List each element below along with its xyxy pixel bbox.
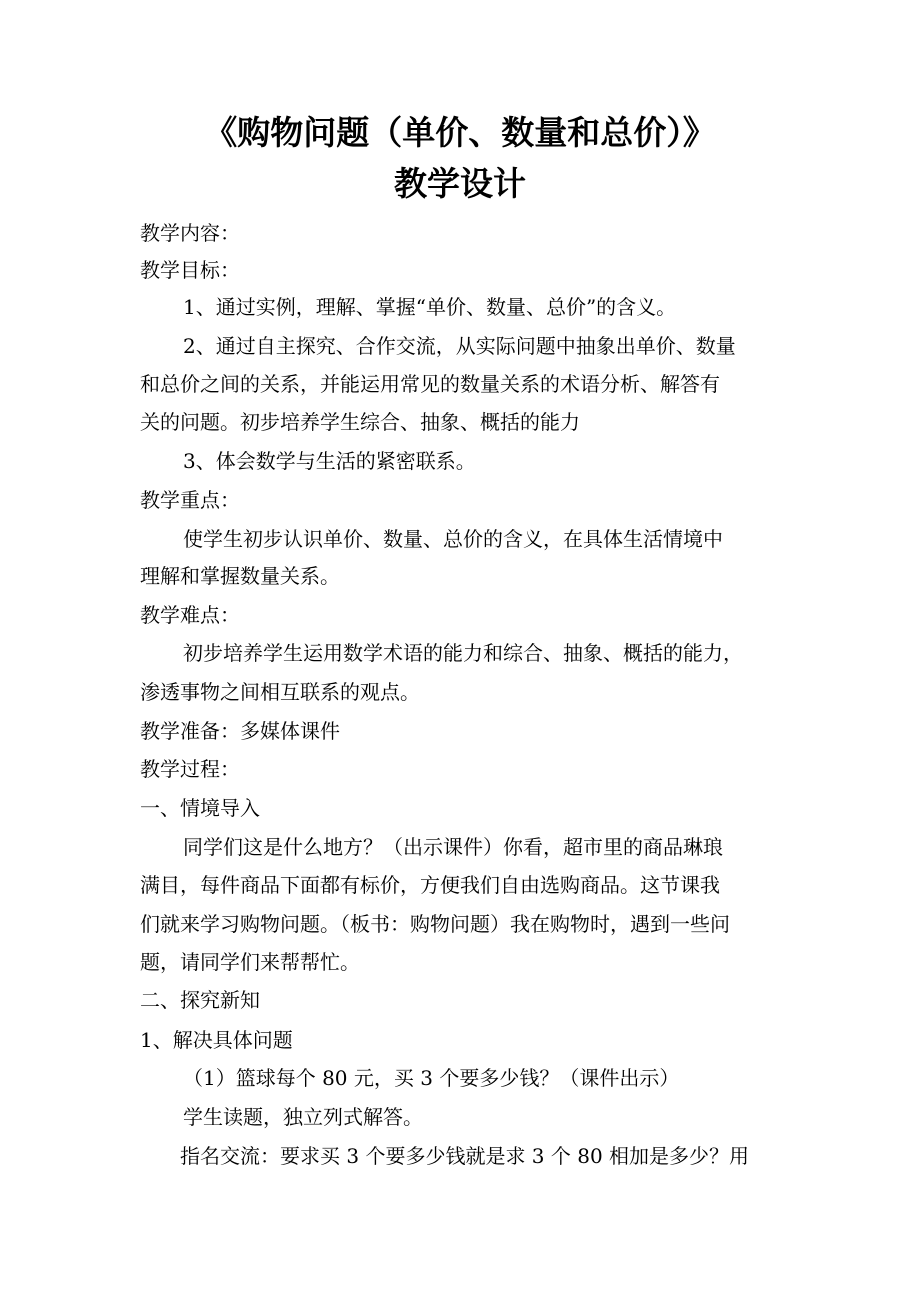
paragraph-line: （1）篮球每个 80 元，买 3 个要多少钱？（课件出示） (183, 1066, 680, 1090)
paragraph-line: 渗透事物之间相互联系的观点。 (140, 680, 420, 704)
paragraph-line: 们就来学习购物问题。（板书：购物问题）我在购物时，遇到一些问 (140, 912, 730, 936)
section-heading: 教学重点： (140, 488, 240, 512)
paragraph-line: 初步培养学生运用数学术语的能力和综合、抽象、概括的能力， (183, 641, 743, 665)
section-heading: 教学过程： (140, 757, 240, 781)
document-subtitle: 教学设计 (394, 164, 526, 203)
paragraph-line: 3、体会数学与生活的紧密联系。 (183, 449, 476, 473)
section-heading: 教学内容： (140, 221, 240, 245)
section-heading: 教学目标： (140, 258, 240, 282)
paragraph-line: 理解和掌握数量关系。 (140, 564, 340, 588)
section-heading: 二、探究新知 (140, 988, 260, 1012)
section-heading: 教学准备：多媒体课件 (140, 719, 340, 743)
paragraph-line: 同学们这是什么地方？（出示课件）你看，超市里的商品琳琅 (183, 835, 723, 859)
section-heading: 教学难点： (140, 603, 240, 627)
paragraph-line: 2、通过自主探究、合作交流，从实际问题中抽象出单价、数量 (183, 334, 736, 358)
section-heading: 1、解决具体问题 (140, 1028, 293, 1052)
paragraph-line: 指名交流：要求买 3 个要多少钱就是求 3 个 80 相加是多少？用 (180, 1144, 750, 1168)
paragraph-line: 使学生初步认识单价、数量、总价的含义，在具体生活情境中 (183, 527, 723, 551)
paragraph-line: 关的问题。初步培养学生综合、抽象、概括的能力 (140, 410, 580, 434)
paragraph-line: 题，请同学们来帮帮忙。 (140, 950, 360, 974)
paragraph-line: 1、通过实例，理解、掌握“单价、数量、总价”的含义。 (183, 295, 677, 319)
document-title: 《购物问题（单价、数量和总价）》 (204, 113, 716, 152)
paragraph-line: 满目，每件商品下面都有标价，方便我们自由选购商品。这节课我 (140, 873, 720, 897)
section-heading: 一、情境导入 (140, 796, 260, 820)
paragraph-line: 学生读题，独立列式解答。 (183, 1105, 423, 1129)
paragraph-line: 和总价之间的关系，并能运用常见的数量关系的术语分析、解答有 (140, 372, 720, 396)
